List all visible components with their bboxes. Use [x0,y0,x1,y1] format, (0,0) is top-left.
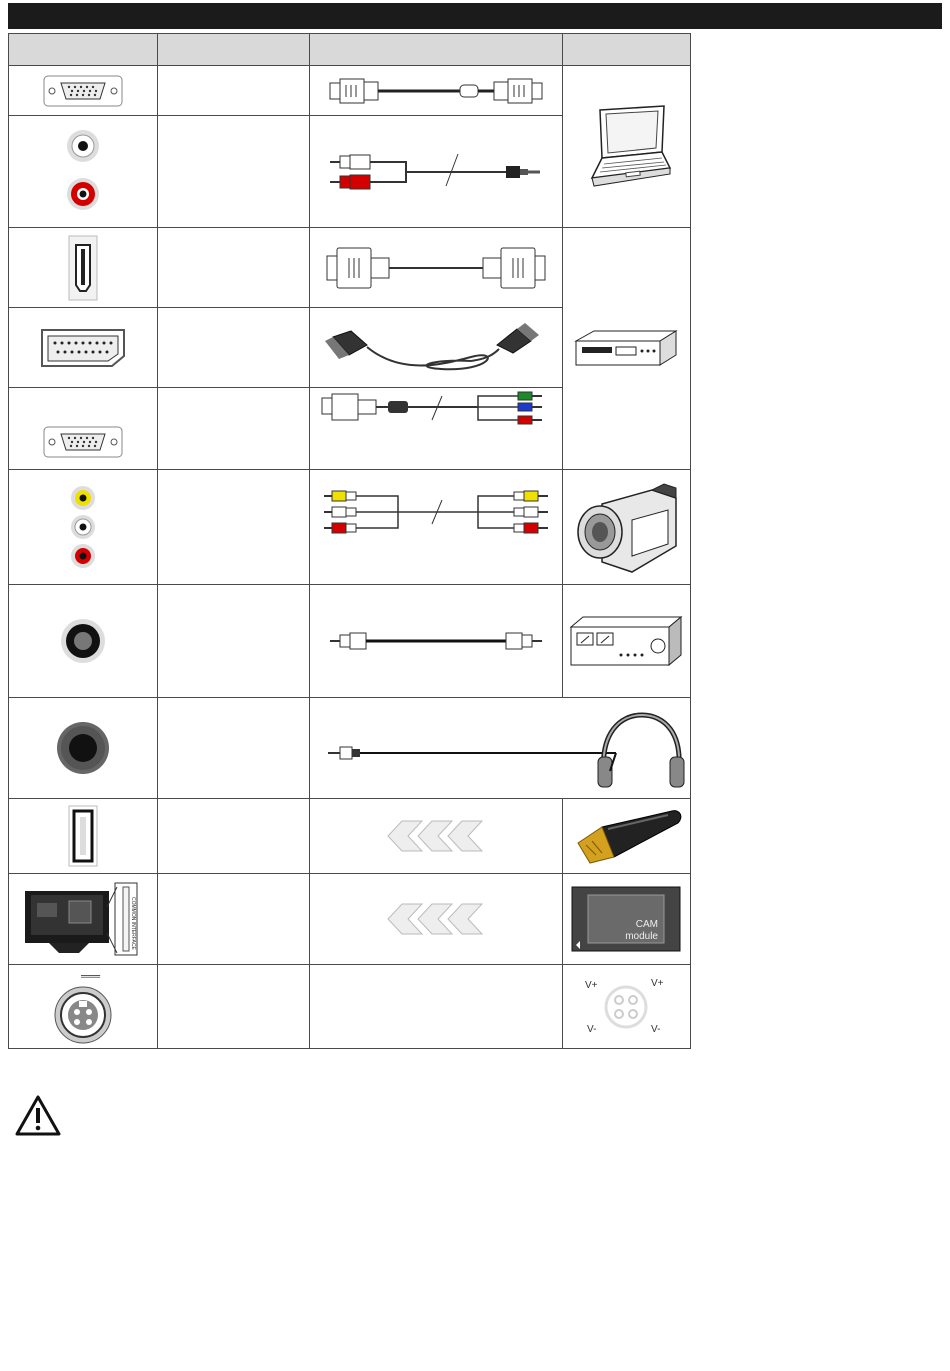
scart-cable-icon [321,317,551,379]
device-cell [562,585,690,698]
headphone-port-icon [56,721,110,775]
cable-cell [310,799,563,874]
table-row [9,585,691,698]
port-cell [9,228,158,308]
insert-arrows-icon [386,902,486,936]
type-cell [158,965,310,1049]
type-cell [158,585,310,698]
header-cable [310,34,563,66]
table-row [9,698,691,799]
cable-cell [310,388,563,470]
type-cell [158,874,310,965]
dvd-player-icon [572,329,680,369]
title-bar [8,3,942,29]
vga-cable-icon [326,73,546,109]
warning-triangle-icon [14,1094,62,1138]
hdmi-cable-icon [323,242,549,294]
type-cell [158,116,310,228]
type-cell [158,308,310,388]
headphones-icon [598,715,684,787]
spdif-port-icon [59,617,107,665]
port-cell [9,308,158,388]
dc-power-port-icon [51,969,115,1045]
power-pinout-icon [571,972,681,1042]
header-device [562,34,690,66]
composite-av-port-icon [63,482,103,572]
insert-arrows-icon [386,819,486,853]
cable-cell [310,116,563,228]
usb-stick-icon [568,807,684,865]
header-type [158,34,310,66]
scart-port-icon [40,328,126,368]
cable-cell [310,308,563,388]
cam-module-icon [570,883,682,955]
cable-cell [310,965,563,1049]
pin-label-vplus-right: V+ [651,977,664,989]
device-cell [562,66,690,228]
rca-audio-port-icon [58,124,108,220]
type-cell [158,698,310,799]
port-cell [9,698,158,799]
type-cell [158,388,310,470]
vga-component-port-icon [43,426,123,458]
cable-cell [310,228,563,308]
cable-cell [310,698,691,799]
amplifier-icon [567,613,685,669]
port-cell [9,799,158,874]
table-row [9,874,691,965]
rca-to-jack-cable-icon [326,142,546,202]
pin-label-vminus-left: V- [587,1023,597,1035]
type-cell [158,470,310,585]
coaxial-cable-icon [326,629,546,653]
type-cell [158,228,310,308]
pin-label-vplus-left: V+ [585,979,598,991]
device-cell [562,965,690,1049]
headphone-cable-icon [320,703,690,793]
table-row [9,66,691,116]
cable-cell [310,470,563,585]
table-row [9,965,691,1049]
ci-slot-label: COMMON INTERFACE [130,897,136,950]
table-row [9,799,691,874]
connection-table [8,33,691,1049]
type-cell [158,799,310,874]
table-header-row [9,34,691,66]
device-cell [562,799,690,874]
port-cell [9,585,158,698]
header-port [9,34,158,66]
port-cell [9,116,158,228]
table-row [9,470,691,585]
device-cell [562,470,690,585]
cable-cell [310,874,563,965]
type-cell [158,66,310,116]
dc-symbol: ═══ [81,970,101,981]
av-cable-icon [318,470,554,540]
port-cell [9,965,158,1049]
cable-cell [310,66,563,116]
cam-label-line2: module [625,931,659,942]
vga-to-component-cable-icon [318,388,554,434]
laptop-icon [578,102,674,192]
vga-port-icon [43,75,123,107]
cable-cell [310,585,563,698]
usb-port-icon [68,805,98,867]
hdmi-port-icon [68,235,98,301]
port-cell [9,874,158,965]
pin-label-vminus-right: V- [651,1023,661,1035]
port-cell [9,470,158,585]
port-cell [9,66,158,116]
cam-label-line1: CAM [636,919,659,930]
table-row [9,228,691,308]
common-interface-slot-icon [19,877,147,961]
device-cell [562,228,690,470]
device-cell [562,874,690,965]
camcorder-icon [572,474,680,580]
port-cell [9,388,158,470]
